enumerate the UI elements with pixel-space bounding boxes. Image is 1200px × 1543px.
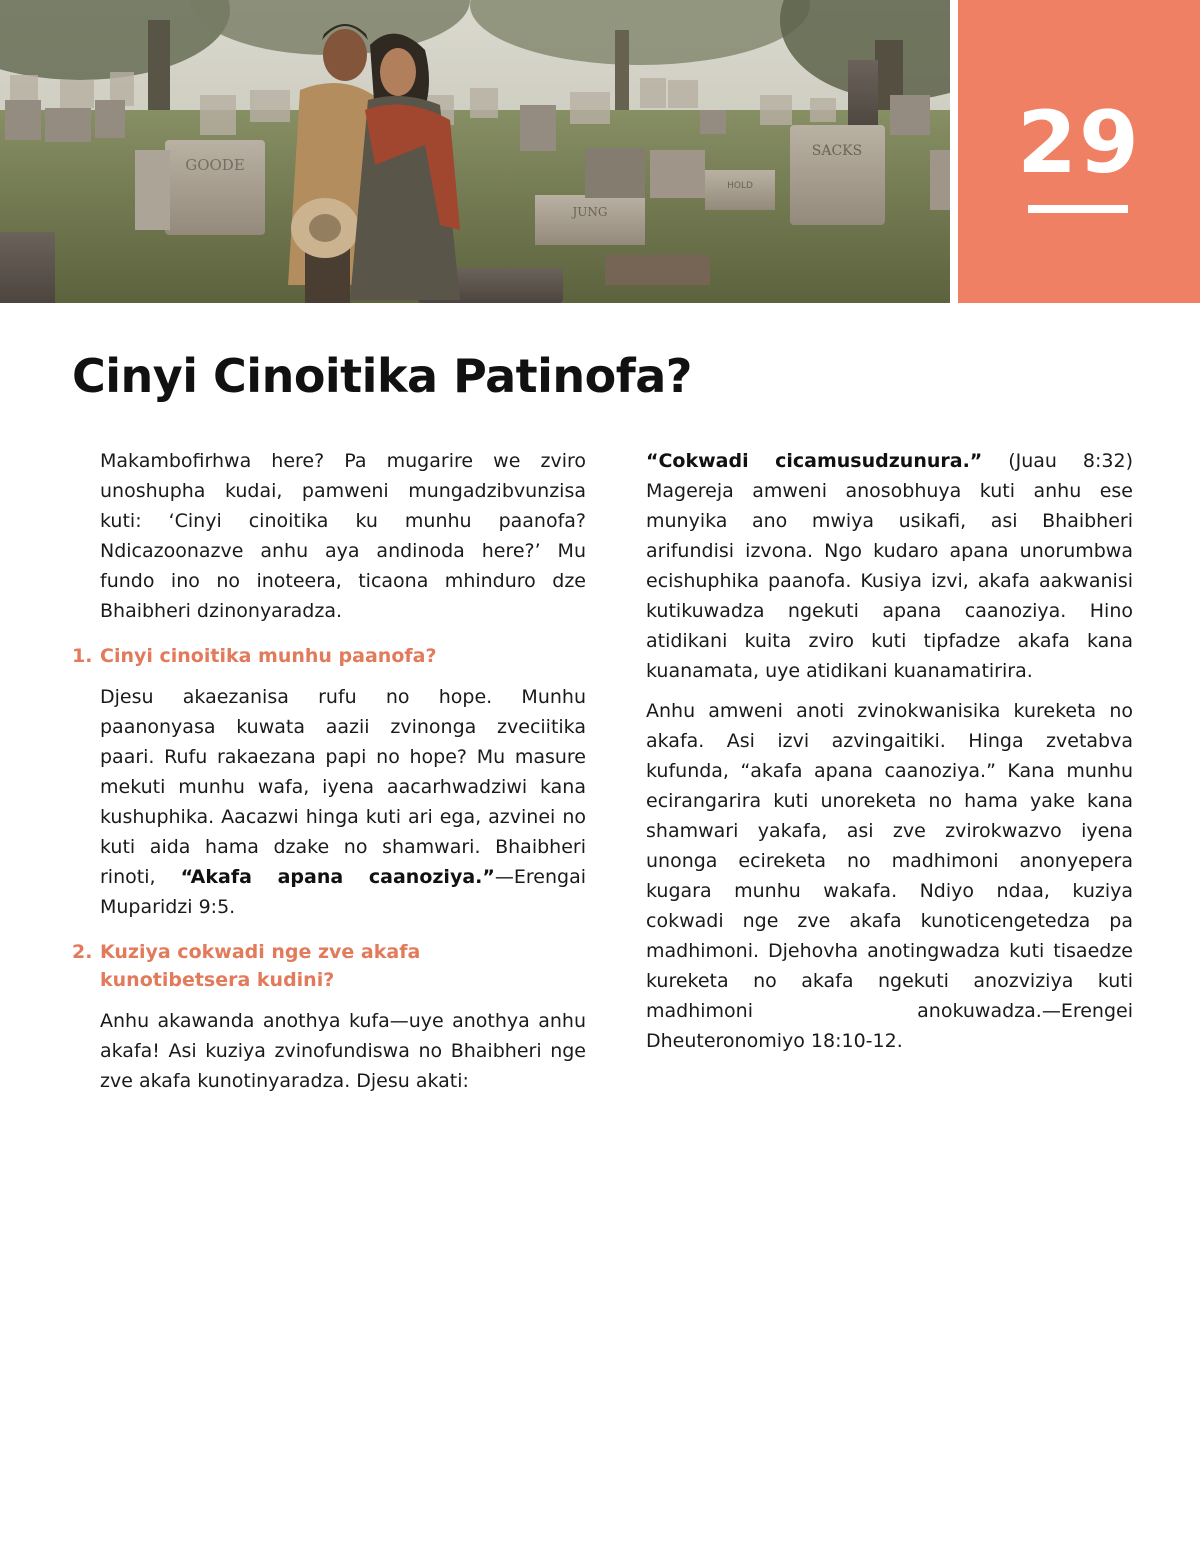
- body-text: Anhu akawanda anothya kufa—uye anothya anhu akafa! Asi kuziya zvinofundiswa no Bhaibheri nge zve akafa kunotinyaradza. Djesu akati:: [100, 1010, 586, 1092]
- right-column: [646, 446, 1133, 1066]
- question-heading-1: [72, 642, 586, 670]
- header-photo: [0, 0, 950, 303]
- page-title: Cinyi Cinoitika Patinofa?: [72, 349, 692, 403]
- headstone-label: SACKS: [811, 143, 863, 159]
- section-2-paragraph-continued: [646, 446, 1133, 686]
- question-number: 2.: [72, 941, 93, 963]
- scripture-quote: “Cokwadi cicamusudzunura.”: [646, 450, 983, 472]
- body-text: (Juau 8:32) Magereja amweni anosobhuya kuti anhu ese munyika ano mwiya usikafi, asi Bhaibheri arifundisi izvona. Ngo kudaro apana unorumbwa ecishuphika paanofa. Kusiya izvi, akafa aakwanisi kutikuwadza ngekuti apana caanoziya. Hino atidikani kuita zviro kuti tipfadze akafa kana kuanamata, uye atidikani kuanamatirira.: [646, 450, 1133, 682]
- intro-paragraph: Makambofirhwa here? Pa mugarire we zviro unoshupha kudai, pamweni mungadzibvunzisa kuti: ‘Cinyi cinoitika ku munhu paanofa? Ndicazoonazve anhu aya andinoda here?’ Mu fundo ino no inoteera, ticaona mhinduro dze Bhaibheri dzinonyaradza.: [100, 450, 586, 622]
- section-2-paragraph-2: Anhu amweni anoti zvinokwanisika kureketa no akafa. Asi izvi azvingaitiki. Hinga zvetabva kufunda, “akafa apana caanoziya.” Kana munhu ecirangarira kuti unoreketa no hama yake kana shamwari yakafa, asi zve zvirokwazvo iyena unonga ecireketa no madhimoni anonyepera kugara munhu wakafa. Ndiyo ndaa, kuziya cokwadi nge zve akafa kunoticengetedza pa madhimoni. Djehovha anotingwadza kuti tisaedze kureketa no akafa ngekuti anozviziya kuti madhimoni anokuwadza.—Erengei Dheuteronomiyo 18:10-12.: [646, 700, 1133, 1052]
- scripture-reference: —Erengai Muparidzi 9:5.: [100, 866, 586, 918]
- lesson-number-panel: [958, 0, 1200, 303]
- section-2-paragraph: [100, 1006, 586, 1096]
- scripture-quote: “Akafa apana caanoziya.”: [180, 866, 495, 888]
- question-number: 1.: [72, 645, 93, 667]
- section-1-paragraph: [100, 682, 586, 922]
- question-text: Kuziya cokwadi nge zve akafa kunotibetsera kudini?: [100, 941, 421, 991]
- question-text: Cinyi cinoitika munhu paanofa?: [100, 645, 437, 667]
- question-heading-2: [72, 938, 586, 994]
- body-text: Djesu akaezanisa rufu no hope. Munhu paanonyasa kuwata aazii zvinonga zveciitika paari. Rufu rakaezana papi no hope? Mu masure mekuti munhu wafa, iyena aacarhwadziwi kana kushuphika. Aacazwi hinga kuti ari ega, azvinei no kuti aida hama dzake no shamwari. Bhaibheri rinoti,: [100, 686, 586, 888]
- cemetery-illustration: [0, 0, 950, 303]
- lesson-number: 29: [1017, 93, 1141, 193]
- headstone-label: GOODE: [185, 156, 245, 174]
- headstone-label: JUNG: [572, 205, 608, 219]
- left-column: [72, 446, 586, 1106]
- headstone-label: HOLD: [727, 181, 753, 191]
- lesson-number-underline: [1028, 205, 1128, 213]
